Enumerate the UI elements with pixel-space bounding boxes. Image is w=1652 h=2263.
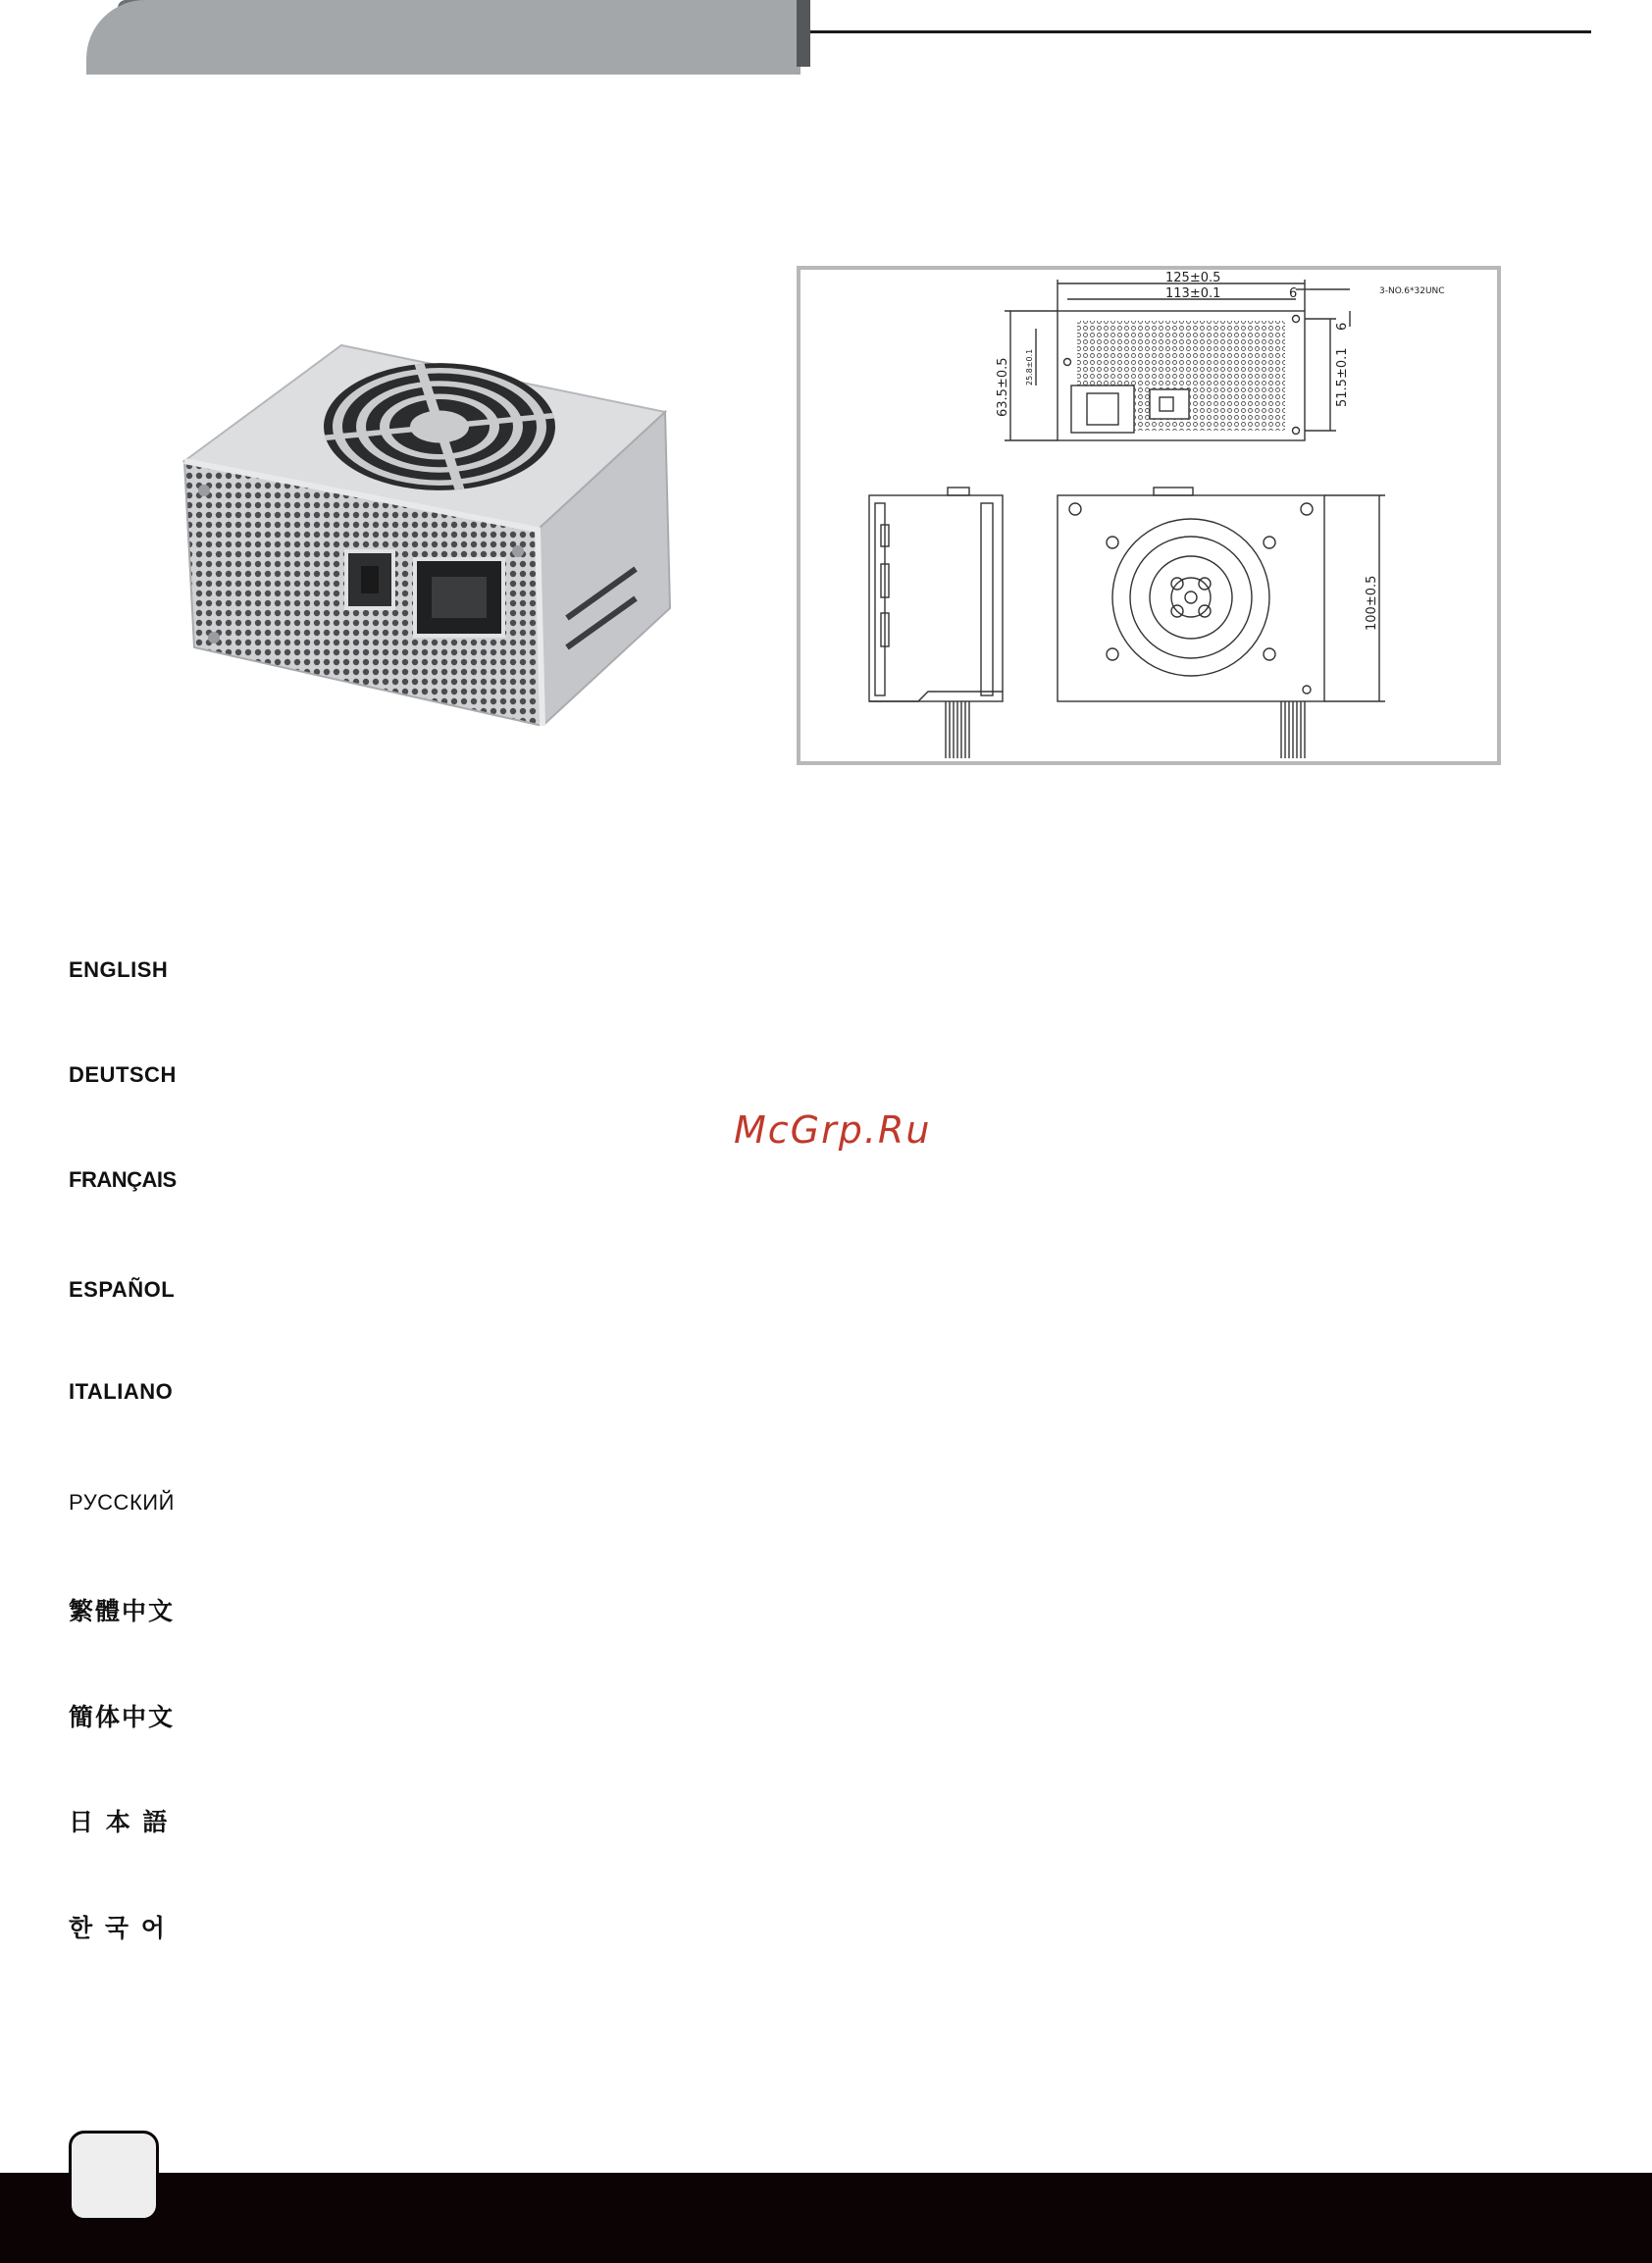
lang-traditional-chinese[interactable]: 繁體中文 [69, 1597, 176, 1625]
lang-italiano[interactable]: ITALIANO [69, 1379, 174, 1404]
footer-bar [0, 2173, 1652, 2263]
dim-depth: 100±0.5 [1365, 575, 1379, 631]
lang-francais[interactable]: FRANÇAIS [69, 1167, 177, 1192]
lang-russian[interactable]: РУССКИЙ [69, 1490, 175, 1515]
power-supply-photo [175, 334, 685, 726]
lang-english[interactable]: ENGLISH [69, 957, 169, 982]
header-tab [86, 0, 800, 75]
page-number-box [69, 2131, 159, 2221]
dim-edge-side: 6 [1335, 322, 1350, 331]
lang-deutsch[interactable]: DEUTSCH [69, 1062, 177, 1087]
lang-espanol[interactable]: ESPAÑOL [69, 1277, 176, 1302]
lang-simplified-chinese[interactable]: 簡体中文 [69, 1703, 176, 1731]
screw-note: 3-NO.6*32UNC [1379, 286, 1445, 296]
dim-hole-spacing: 113±0.1 [1165, 286, 1221, 301]
dim-hole-vertical: 51.5±0.1 [1335, 347, 1350, 407]
dimension-drawing [797, 266, 1501, 765]
watermark: McGrp.Ru [734, 1108, 932, 1152]
lang-korean[interactable]: 한 국 어 [69, 1914, 167, 1942]
header-rule [810, 30, 1591, 33]
lang-japanese[interactable]: 日 本 語 [69, 1808, 170, 1836]
dim-edge-top: 6 [1289, 286, 1298, 301]
dim-overall-width: 125±0.5 [1165, 271, 1221, 285]
dim-inner-height: 25.8±0.1 [1025, 348, 1034, 386]
header-tab-edge [797, 0, 810, 67]
dim-height: 63.5±0.5 [996, 357, 1010, 417]
